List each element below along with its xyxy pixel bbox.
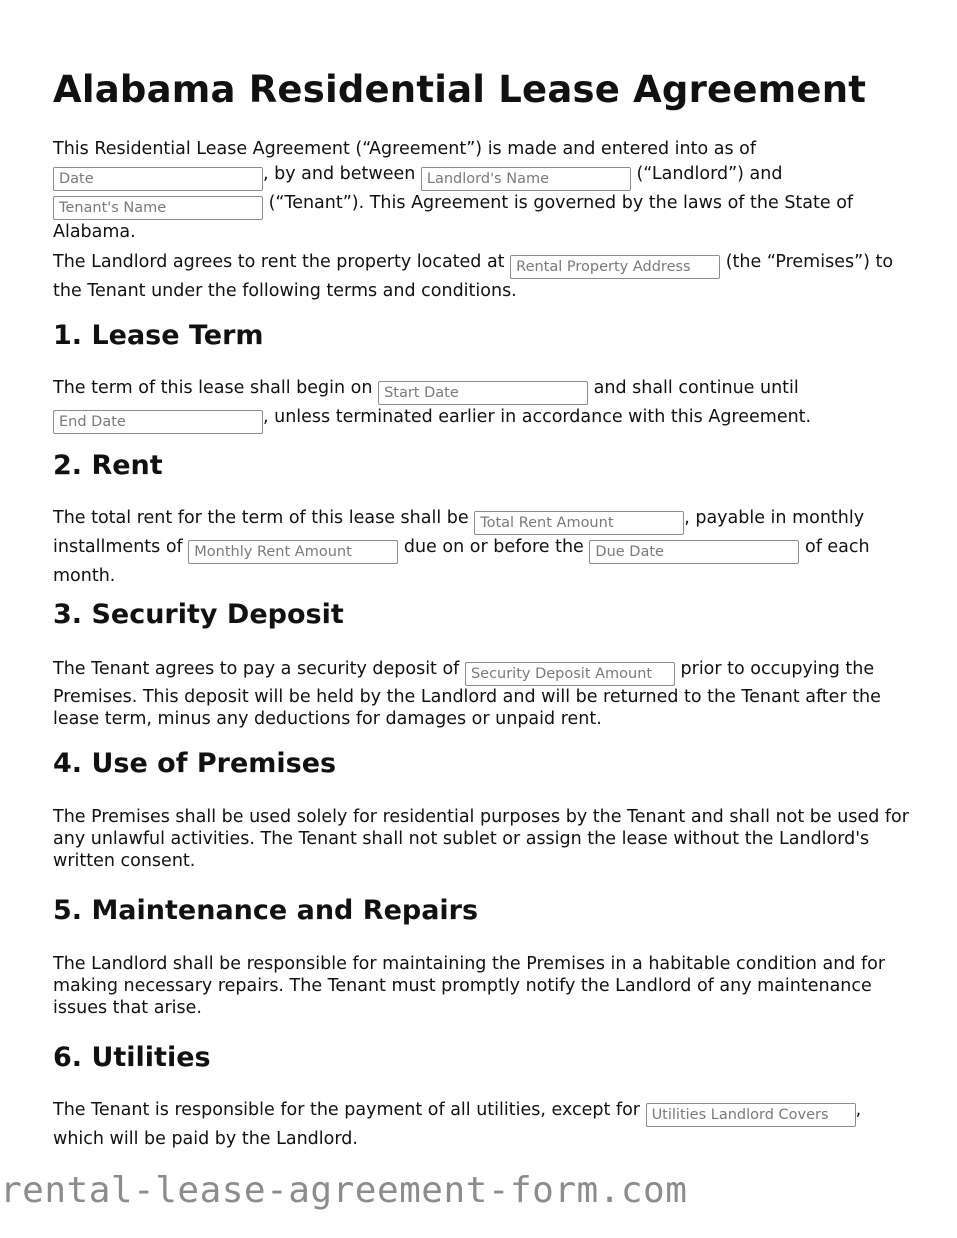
lease-term-text-after: , unless terminated earlier in accordance with this Agreement. [263, 407, 812, 427]
maintenance-paragraph: The Landlord shall be responsible for maintaining the Premises in a habitable condition and for making necessary repairs. The Tenant must promptly notify the Landlord of any maintenance issues that arise. [53, 954, 886, 1018]
due-date-field[interactable] [589, 540, 799, 564]
lease-term-text-before: The term of this lease shall begin on [53, 378, 373, 398]
watermark-text: rental-lease-agreement-form.com [0, 1170, 688, 1211]
premises-paragraph [53, 250, 913, 304]
landlord-name-field[interactable] [421, 167, 631, 191]
section-heading-maintenance: 5. Maintenance and Repairs [53, 895, 479, 926]
rent-text-before: The total rent for the term of this lease shall be [53, 508, 469, 528]
lease-term-text-middle: and shall continue until [593, 378, 799, 398]
rent-text-payable: , payable in monthly installments of [53, 508, 865, 557]
utilities-paragraph [53, 1098, 913, 1152]
date-field[interactable] [53, 167, 263, 191]
rent-text-after: of each month. [53, 537, 870, 586]
monthly-rent-amount-field[interactable] [188, 540, 398, 564]
section-heading-rent: 2. Rent [53, 450, 163, 481]
section-heading-lease-term: 1. Lease Term [53, 320, 264, 351]
use-of-premises-paragraph: The Premises shall be used solely for residential purposes by the Tenant and shall not be used for any unlawful activities. The Tenant shall not sublet or assign the lease without the Landlord's written consent. [53, 807, 909, 871]
intro-paragraph [53, 137, 913, 244]
security-deposit-paragraph [53, 658, 913, 730]
end-date-field[interactable] [53, 410, 263, 434]
total-rent-amount-field[interactable] [474, 511, 684, 535]
section-heading-use-of-premises: 4. Use of Premises [53, 748, 337, 779]
utilities-text-before: The Tenant is responsible for the payment of all utilities, except for [53, 1100, 640, 1120]
premises-text-after: (the “Premises”) to the Tenant under the following terms and conditions. [53, 252, 894, 301]
rent-paragraph [53, 506, 913, 589]
intro-by-and-between: , by and between [263, 163, 416, 184]
rental-property-address-field[interactable] [510, 255, 720, 279]
intro-tenant-rest: (“Tenant”). This Agreement is governed by the laws of the State of Alabama. [53, 192, 854, 242]
rent-text-due: due on or before the [403, 537, 584, 557]
section-heading-utilities: 6. Utilities [53, 1042, 211, 1073]
start-date-field[interactable] [378, 381, 588, 405]
utilities-landlord-covers-field[interactable] [646, 1103, 856, 1127]
intro-landlord-and: (“Landlord”) and [636, 163, 783, 184]
intro-text-before-date: This Residential Lease Agreement (“Agreement”) is made and entered into as of [53, 139, 757, 159]
deposit-text-before: The Tenant agrees to pay a security deposit of [53, 659, 460, 679]
lease-term-paragraph [53, 376, 913, 434]
document-title: Alabama Residential Lease Agreement [53, 68, 867, 111]
premises-text-before: The Landlord agrees to rent the property located at [53, 252, 505, 272]
utilities-text-after: , which will be paid by the Landlord. [53, 1100, 862, 1149]
security-deposit-amount-field[interactable] [465, 662, 675, 686]
deposit-text-after: prior to occupying the Premises. This deposit will be held by the Landlord and will be returned to the Tenant after the lease term, minus any deductions for damages or unpaid rent. [53, 659, 881, 729]
section-heading-security-deposit: 3. Security Deposit [53, 599, 344, 630]
tenant-name-field[interactable] [53, 196, 263, 220]
